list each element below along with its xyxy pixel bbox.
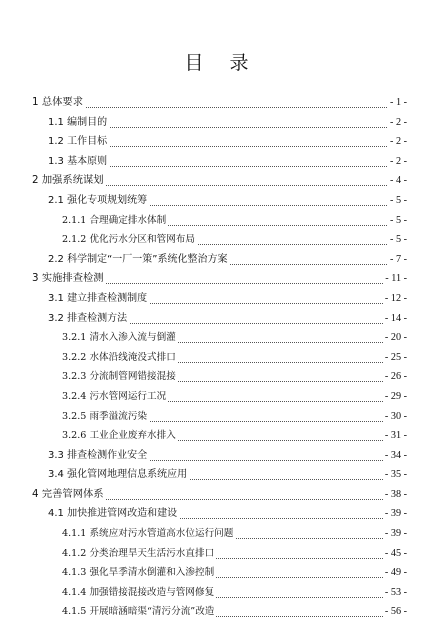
toc-entry-label: 3.4 强化管网地理信息系统应用: [48, 465, 189, 485]
toc-entry-page: - 34 -: [383, 446, 407, 466]
toc-entry-label: 4.1.3 强化旱季清水倒灌和入渗控制: [62, 563, 216, 583]
toc-entry[interactable]: [0, 407, 443, 427]
toc-entry-page: - 20 -: [383, 328, 407, 348]
toc-entry[interactable]: [0, 348, 443, 368]
toc-entry-label: 2.2 科学制定“一厂一策”系统化整治方案: [48, 250, 229, 270]
toc-entry-page: - 7 -: [388, 250, 407, 270]
toc-entry-label: 2.1.2 优化污水分区和管网布局: [62, 230, 197, 250]
toc-entry-label: 3.3 排查检测作业安全: [48, 446, 149, 466]
toc-entry-page: - 14 -: [383, 309, 407, 329]
page-title: 目 录: [184, 52, 259, 74]
toc-entry[interactable]: [0, 426, 443, 446]
toc-entry-label: 4.1.1 系统应对污水管道高水位运行问题: [62, 524, 235, 544]
toc-entry[interactable]: [0, 583, 443, 603]
toc-entry[interactable]: [0, 211, 443, 231]
toc-entry-page: - 39 -: [383, 524, 407, 544]
toc-entry-label: 3.2 排查检测方法: [48, 309, 129, 329]
toc-entry[interactable]: [0, 289, 443, 309]
toc-list: [0, 93, 443, 622]
toc-leader-dots: [32, 106, 403, 108]
toc-entry-label: 2 加强系统谋划: [32, 171, 106, 191]
toc-entry-page: - 35 -: [383, 465, 407, 485]
toc-entry-label: 4.1.4 加强错接混接改造与管网修复: [62, 583, 216, 603]
toc-entry-page: - 1 -: [388, 93, 407, 113]
toc-entry-label: 3.2.1 清水入渗入流与倒灌: [62, 328, 178, 348]
toc-entry-label: 3.2.2 水体沿线淹没式排口: [62, 348, 178, 368]
toc-entry[interactable]: [0, 93, 443, 113]
toc-entry[interactable]: [0, 269, 443, 289]
toc-entry[interactable]: [0, 328, 443, 348]
toc-entry-label: 3.2.4 污水管网运行工况: [62, 387, 168, 407]
toc-entry-page: - 25 -: [383, 348, 407, 368]
toc-entry[interactable]: [0, 504, 443, 524]
toc-entry-label: 4 完善管网体系: [32, 485, 106, 505]
toc-entry-page: - 53 -: [383, 583, 407, 603]
toc-entry[interactable]: [0, 524, 443, 544]
toc-entry[interactable]: [0, 485, 443, 505]
toc-entry[interactable]: [0, 544, 443, 564]
toc-entry-label: 3.2.6 工业企业废弃水排入: [62, 426, 178, 446]
toc-entry[interactable]: [0, 250, 443, 270]
toc-entry-label: 4.1 加快推进管网改造和建设: [48, 504, 179, 524]
toc-entry[interactable]: [0, 113, 443, 133]
toc-entry-page: - 45 -: [383, 544, 407, 564]
toc-entry-label: 3 实施排查检测: [32, 269, 106, 289]
toc-entry-label: 4.1.5 开展暗涵暗渠“清污分流”改造: [62, 602, 216, 622]
toc-entry-label: 1.1 编制目的: [48, 113, 109, 133]
toc-entry-label: 1.3 基本原则: [48, 152, 109, 172]
toc-entry-label: 3.2.3 分流制管网错接混接: [62, 367, 178, 387]
toc-entry-label: 1.2 工作目标: [48, 132, 109, 152]
toc-entry[interactable]: [0, 602, 443, 622]
toc-entry[interactable]: [0, 465, 443, 485]
toc-entry-page: - 5 -: [388, 230, 407, 250]
toc-entry[interactable]: [0, 367, 443, 387]
toc-entry-page: - 2 -: [388, 113, 407, 133]
toc-entry-page: - 56 -: [383, 602, 407, 622]
toc-entry-label: 2.1 强化专项规划统筹: [48, 191, 149, 211]
toc-entry[interactable]: [0, 152, 443, 172]
toc-entry-page: - 31 -: [383, 426, 407, 446]
toc-entry-page: - 2 -: [388, 152, 407, 172]
toc-entry-page: - 5 -: [388, 191, 407, 211]
toc-entry-page: - 12 -: [383, 289, 407, 309]
toc-entry[interactable]: [0, 171, 443, 191]
toc-entry[interactable]: [0, 387, 443, 407]
toc-entry-page: - 26 -: [383, 367, 407, 387]
toc-entry[interactable]: [0, 132, 443, 152]
toc-entry-label: 2.1.1 合理确定排水体制: [62, 211, 168, 231]
toc-entry-page: - 2 -: [388, 132, 407, 152]
toc-entry[interactable]: [0, 191, 443, 211]
toc-entry-label: 4.1.2 分类治理旱天生活污水直排口: [62, 544, 216, 564]
toc-entry-page: - 39 -: [383, 504, 407, 524]
toc-entry-page: - 30 -: [383, 407, 407, 427]
toc-entry-page: - 49 -: [383, 563, 407, 583]
toc-entry-label: 3.1 建立排查检测制度: [48, 289, 149, 309]
toc-entry-label: 1 总体要求: [32, 93, 85, 113]
toc-entry-page: - 11 -: [383, 269, 407, 289]
toc-entry-page: - 5 -: [388, 211, 407, 231]
toc-entry-page: - 38 -: [383, 485, 407, 505]
toc-entry[interactable]: [0, 230, 443, 250]
toc-entry-label: 3.2.5 雨季溢流污染: [62, 407, 149, 427]
toc-entry[interactable]: [0, 563, 443, 583]
toc-entry[interactable]: [0, 309, 443, 329]
toc-entry-page: - 29 -: [383, 387, 407, 407]
toc-entry[interactable]: [0, 446, 443, 466]
toc-entry-page: - 4 -: [388, 171, 407, 191]
